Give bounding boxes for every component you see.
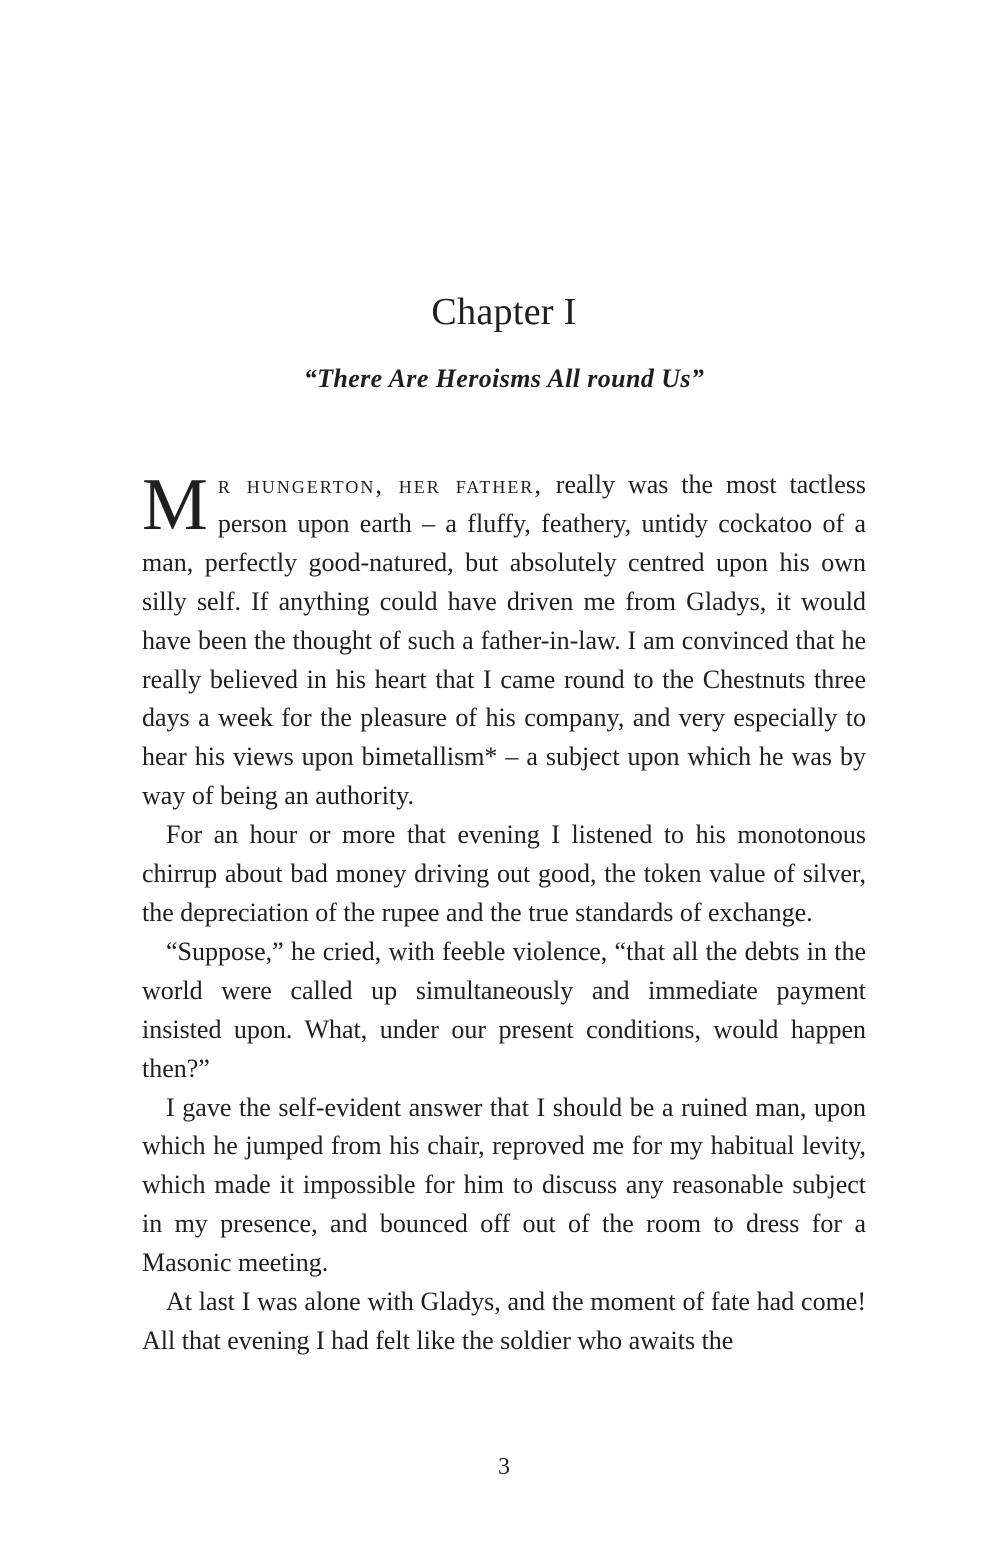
drop-cap: M	[142, 464, 208, 546]
page-number: 3	[498, 1454, 510, 1480]
opening-small-caps: r hungerton, her father,	[217, 470, 543, 499]
opening-paragraph	[142, 466, 866, 816]
chapter-title: Chapter I	[431, 291, 577, 333]
body-text	[142, 466, 866, 1361]
paragraph: For an hour or more that evening I listened to his monotonous chirrup about bad money driving out good, the token value of silver, the depreciation of the rupee and the true standards of exchange.	[142, 820, 866, 927]
paragraph: At last I was alone with Gladys, and the moment of fate had come! All that evening I had felt like the soldier who awaits the	[142, 1287, 866, 1355]
opening-text: really was the most tactless person upon earth – a fluffy, feathery, untidy cockatoo of a man, perfectly good-natured, but absolutely centred upon his own silly self. If anything could have driven me from Gladys, it would have been the thought of such a father-in-law. I am convinced that he really believed in his heart that I came round to the Chestnuts three days a week for the pleasure of his company, and very especially to hear his views upon bimetallism* – a subject upon which he was by way of being an authority.	[142, 470, 866, 811]
chapter-subtitle: “There Are Heroisms All round Us”	[303, 364, 705, 393]
paragraph: “Suppose,” he cried, with feeble violence, “that all the debts in the world were called up simultaneously and immediate payment insisted upon. What, under our present conditions, would happen then?”	[142, 936, 866, 1083]
paragraph: I gave the self-evident answer that I should be a ruined man, upon which he jumped from his chair, reproved me for my habitual levity, which made it impossible for him to discuss any reasonable subject in my presence, and bounced off out of the room to dress for a Masonic meeting.	[142, 1092, 866, 1278]
